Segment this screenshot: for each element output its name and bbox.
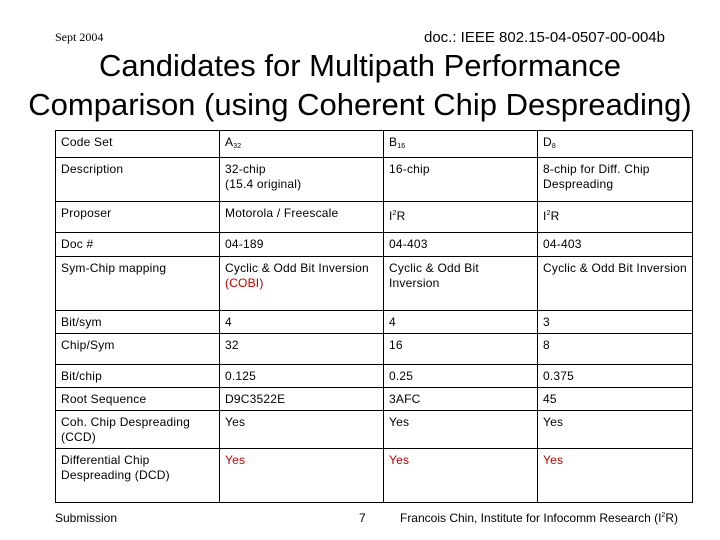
code-set-d8-base: D bbox=[543, 135, 552, 149]
code-set-a32-sub: 32 bbox=[233, 143, 242, 150]
header-date: Sept 2004 bbox=[55, 30, 104, 44]
slide-title-line1: Candidates for Multipath Performance bbox=[98, 48, 622, 83]
mapping-a32-text: Cyclic & Odd Bit Inversion bbox=[225, 261, 369, 275]
description-a32-line2: (15.4 original) bbox=[225, 177, 302, 191]
code-set-d8-sub: 8 bbox=[551, 143, 556, 150]
description-a32-line1: 32-chip bbox=[225, 162, 266, 176]
table-row-bitchip bbox=[56, 365, 693, 388]
footer-submission: Submission bbox=[55, 511, 118, 525]
code-set-a32 bbox=[220, 131, 384, 158]
row-label-root: Root Sequence bbox=[56, 388, 220, 411]
table-row-root bbox=[56, 388, 693, 411]
row-label-dcd: Differential Chip Despreading (DCD) bbox=[56, 449, 220, 503]
footer-author bbox=[400, 511, 678, 525]
proposer-b16-sup: 2 bbox=[392, 210, 397, 217]
slide-title-line2: Comparison (using Coherent Chip Despreading) bbox=[28, 87, 692, 122]
proposer-d8-sup: 2 bbox=[546, 210, 551, 217]
table-row-ccd bbox=[56, 411, 693, 449]
root-b16: 3AFC bbox=[384, 388, 538, 411]
bitsym-b16: 4 bbox=[384, 311, 538, 334]
row-label-mapping: Sym-Chip mapping bbox=[56, 257, 220, 311]
proposer-d8-post: R bbox=[550, 209, 560, 223]
proposer-a32: Motorola / Freescale bbox=[220, 202, 384, 233]
bitchip-d8: 0.375 bbox=[538, 365, 693, 388]
doc-d8: 04-403 bbox=[538, 233, 693, 257]
footer-author-post: R) bbox=[665, 511, 678, 525]
table-row-dcd bbox=[56, 449, 693, 503]
description-b16: 16-chip bbox=[384, 158, 538, 202]
header-doc-id: doc.: IEEE 802.15-04-0507-00-004b bbox=[423, 29, 665, 46]
proposer-d8-pre: I bbox=[543, 209, 547, 223]
dcd-d8: Yes bbox=[538, 449, 693, 503]
code-set-b16-sub: 16 bbox=[397, 143, 406, 150]
row-label-description: Description bbox=[56, 158, 220, 202]
dcd-b16: Yes bbox=[384, 449, 538, 503]
doc-a32: 04-189 bbox=[220, 233, 384, 257]
ccd-d8: Yes bbox=[538, 411, 693, 449]
root-a32: D9C3522E bbox=[220, 388, 384, 411]
proposer-b16-pre: I bbox=[389, 209, 393, 223]
table-row-proposer bbox=[56, 202, 693, 233]
code-set-b16 bbox=[384, 131, 538, 158]
bitchip-b16: 0.25 bbox=[384, 365, 538, 388]
row-label-doc: Doc # bbox=[56, 233, 220, 257]
bitsym-d8: 3 bbox=[538, 311, 693, 334]
table-row-bitsym bbox=[56, 311, 693, 334]
chipsym-a32: 32 bbox=[220, 334, 384, 365]
chipsym-d8: 8 bbox=[538, 334, 693, 365]
mapping-a32-note: (COBI) bbox=[225, 276, 264, 290]
comparison-table bbox=[55, 130, 693, 503]
ccd-b16: Yes bbox=[384, 411, 538, 449]
code-set-a32-base: A bbox=[225, 135, 234, 149]
root-d8: 45 bbox=[538, 388, 693, 411]
description-d8: 8-chip for Diff. Chip Despreading bbox=[538, 158, 693, 202]
bitsym-a32: 4 bbox=[220, 311, 384, 334]
mapping-d8: Cyclic & Odd Bit Inversion bbox=[538, 257, 693, 311]
code-set-b16-base: B bbox=[389, 135, 398, 149]
bitchip-a32: 0.125 bbox=[220, 365, 384, 388]
footer-page-number: 7 bbox=[359, 511, 366, 525]
proposer-d8 bbox=[538, 202, 693, 233]
table-row-description bbox=[56, 158, 693, 202]
proposer-b16 bbox=[384, 202, 538, 233]
description-a32 bbox=[220, 158, 384, 202]
table-row-mapping bbox=[56, 257, 693, 311]
chipsym-b16: 16 bbox=[384, 334, 538, 365]
row-label-bitsym: Bit/sym bbox=[56, 311, 220, 334]
row-label-chipsym: Chip/Sym bbox=[56, 334, 220, 365]
table-row-chipsym bbox=[56, 334, 693, 365]
row-label-proposer: Proposer bbox=[56, 202, 220, 233]
table-row-code-set bbox=[56, 131, 693, 158]
dcd-a32: Yes bbox=[220, 449, 384, 503]
ccd-a32: Yes bbox=[220, 411, 384, 449]
row-label-ccd: Coh. Chip Despreading (CCD) bbox=[56, 411, 220, 449]
doc-b16: 04-403 bbox=[384, 233, 538, 257]
row-label-code-set: Code Set bbox=[56, 131, 220, 158]
mapping-b16: Cyclic & Odd Bit Inversion bbox=[384, 257, 538, 311]
code-set-d8 bbox=[538, 131, 693, 158]
mapping-a32 bbox=[220, 257, 384, 311]
slide-title bbox=[0, 46, 720, 124]
proposer-b16-post: R bbox=[396, 209, 406, 223]
table-row-doc bbox=[56, 233, 693, 257]
footer-author-pre: Francois Chin, Institute for Infocomm Research (I bbox=[399, 511, 662, 525]
row-label-bitchip: Bit/chip bbox=[56, 365, 220, 388]
footer-author-sup: 2 bbox=[661, 512, 666, 519]
